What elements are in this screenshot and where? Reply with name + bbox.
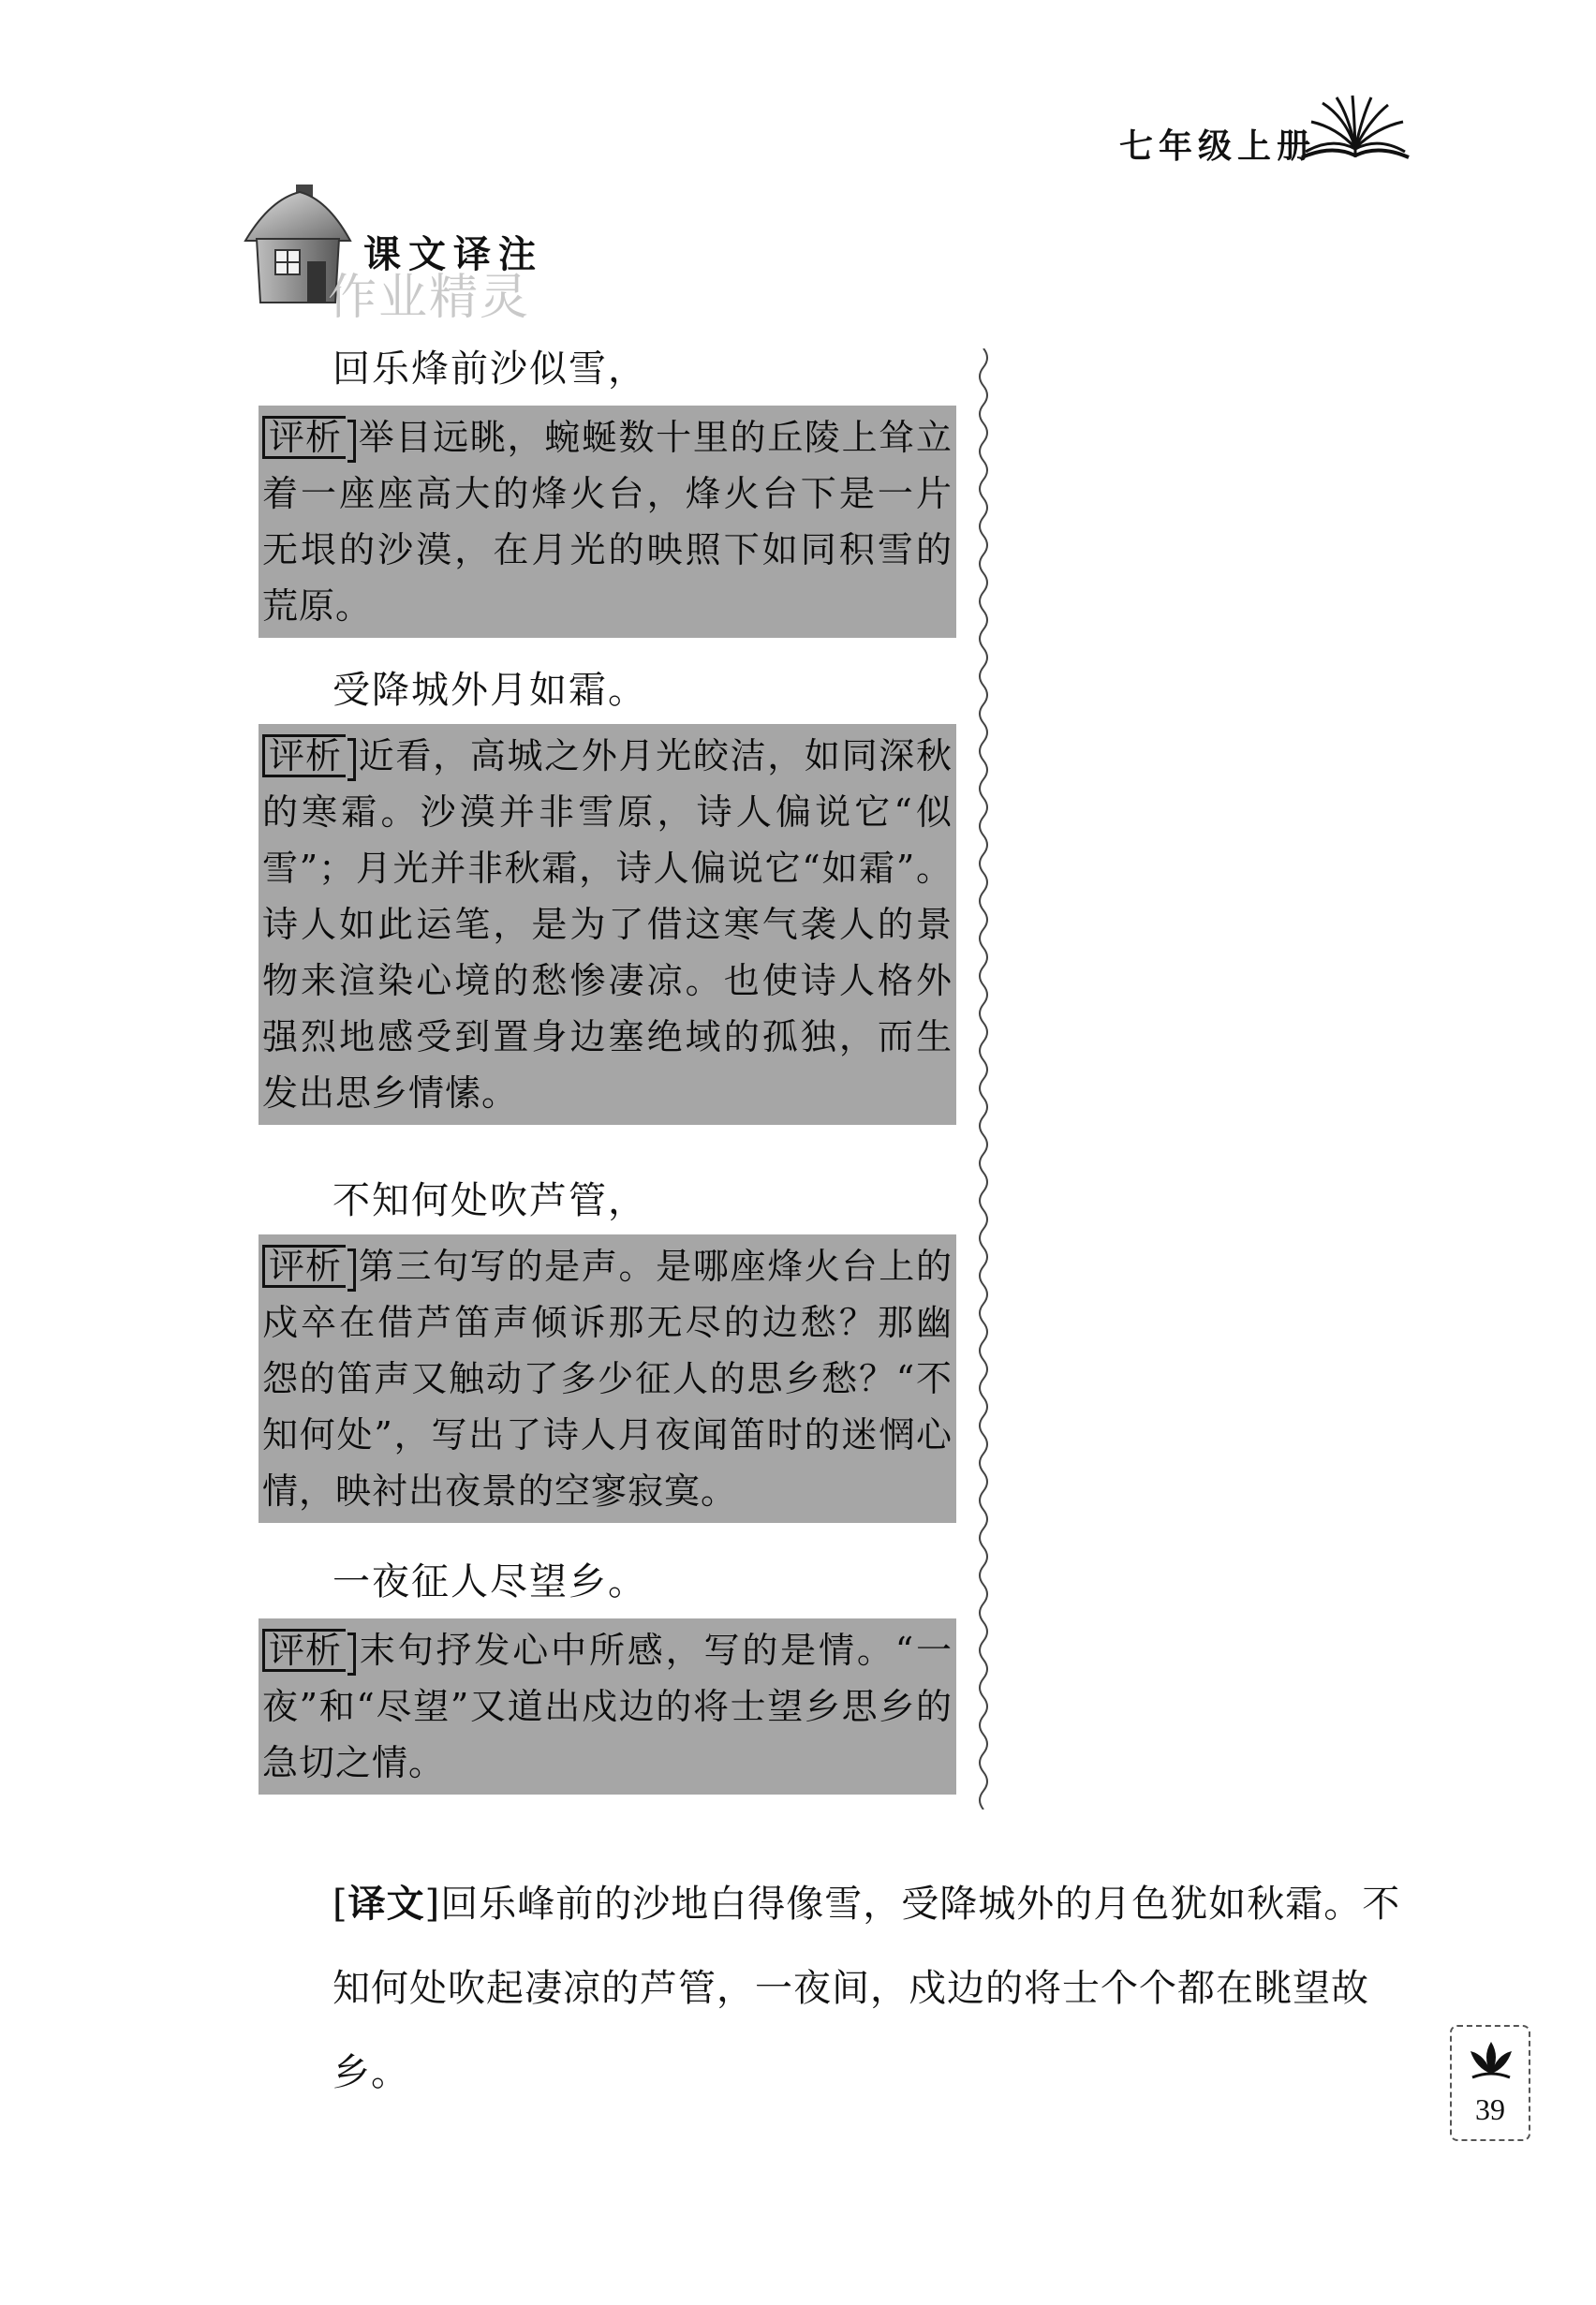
analysis-tag-bracket — [347, 1249, 356, 1292]
verse-line-2: 受降城外月如霜。 — [332, 669, 647, 712]
page-number-badge — [1450, 2025, 1530, 2141]
analysis-box-4 — [259, 1618, 956, 1795]
analysis-text: 举目远眺，蜿蜒数十里的丘陵上耸立着一座座高大的烽火台，烽火台下是一片无垠的沙漠，在月光的映照下如同积雪的荒原。 — [262, 417, 953, 627]
analysis-tag-bracket — [347, 420, 356, 463]
analysis-tag-bracket — [347, 738, 356, 781]
lotus-icon — [1465, 2036, 1517, 2083]
wavy-divider — [974, 348, 993, 1810]
book-icon — [1294, 90, 1416, 165]
translation-tag: 译文 — [347, 1882, 425, 1926]
analysis-tag: 评析 — [262, 734, 346, 777]
verse-line-1: 回乐烽前沙似雪， — [332, 347, 647, 391]
watermark: 作业精灵 — [328, 270, 531, 326]
translation-text: 回乐峰前的沙地白得像雪，受降城外的月色犹如秋霜。不知何处吹起凄凉的芦管，一夜间，戍边的将士个个都在眺望故乡。 — [332, 1883, 1401, 2094]
translation-paragraph — [332, 1862, 1419, 2115]
header-grade-label: 七年级上册 — [1119, 127, 1317, 166]
analysis-text: 第三句写的是声。是哪座烽火台上的戍卒在借芦笛声倾诉那无尽的边愁？那幽怨的笛声又触动了多少征人的思乡愁？“不知何处”，写出了诗人月夜闻笛时的迷惘心情，映衬出夜景的空寥寂寞。 — [262, 1246, 953, 1512]
analysis-tag: 评析 — [262, 1629, 346, 1672]
translation-bracket-open: [ — [332, 1883, 348, 1926]
verse-line-4: 一夜征人尽望乡。 — [332, 1560, 647, 1603]
page-number: 39 — [1475, 2092, 1505, 2126]
analysis-text: 末句抒发心中所感，写的是情。“一夜”和“尽望”又道出戍边的将士望乡思乡的急切之情。 — [262, 1630, 953, 1783]
analysis-text: 近看，高城之外月光皎洁，如同深秋的寒霜。沙漠并非雪原，诗人偏说它“似雪”；月光并非秋霜，诗人偏说它“如霜”。诗人如此运笔，是为了借这寒气袭人的景物来渲染心境的愁惨凄凉。也使诗人格外强烈地感受到置身边塞绝域的孤独，而生发出思乡情愫。 — [262, 735, 953, 1114]
section-title: 课文译注 — [363, 233, 543, 276]
analysis-box-2 — [259, 724, 956, 1125]
analysis-box-3 — [259, 1234, 956, 1523]
analysis-tag-bracket — [347, 1633, 356, 1676]
analysis-tag: 评析 — [262, 416, 346, 459]
analysis-tag: 评析 — [262, 1245, 346, 1288]
verse-line-3: 不知何处吹芦管， — [332, 1179, 647, 1222]
analysis-box-1 — [259, 406, 956, 638]
translation-bracket-close: ] — [424, 1883, 441, 1926]
